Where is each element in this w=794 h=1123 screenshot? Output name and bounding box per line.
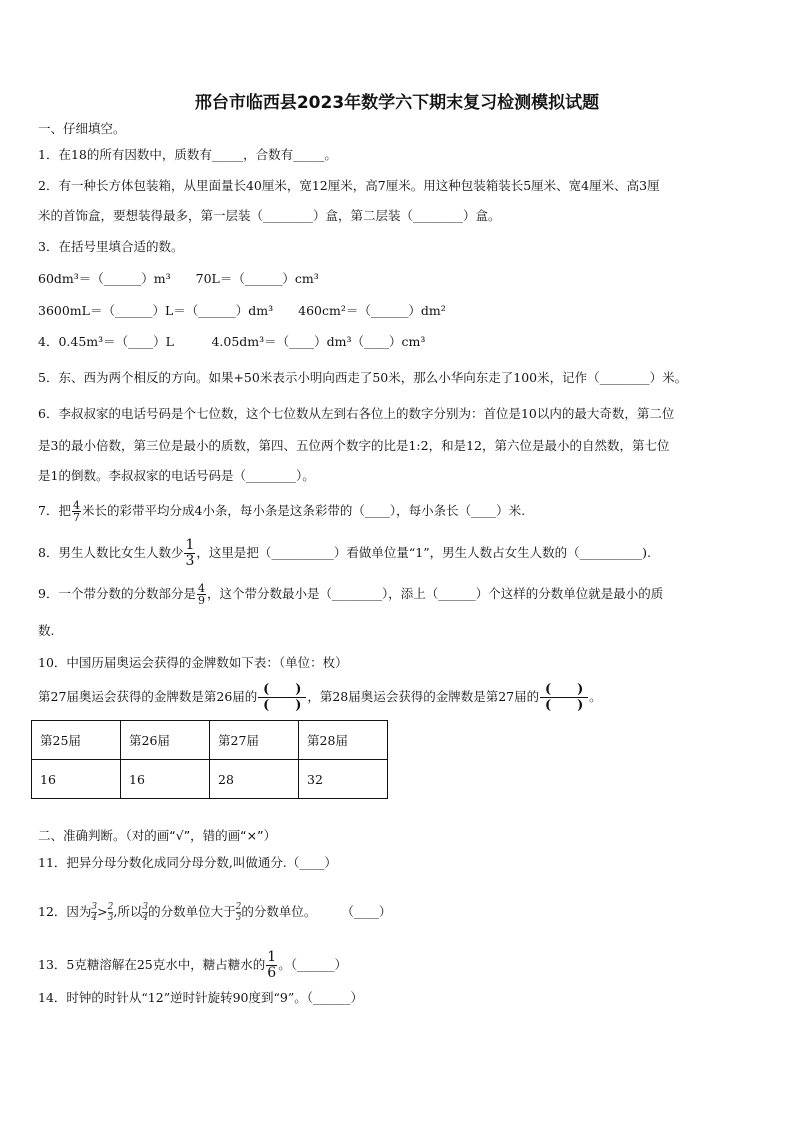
fraction-3-4: $\frac{3}{4}$	[142, 902, 149, 923]
table-header-cell: 第25届	[32, 721, 121, 760]
gold-medal-table	[31, 720, 388, 799]
fraction-1-6: $\frac{1}{6}$	[267, 949, 277, 981]
question-12: 12．因为 $\frac{3}{4}$ > $\frac{2}{3}$ ,所以 $\frac{3}{4}$ 的分数单位大于 $\frac{2}{3}$ 的分数单位。 （____）	[38, 902, 392, 923]
table-header-row	[32, 721, 388, 760]
table-header-cell: 第26届	[121, 721, 210, 760]
table-row	[32, 760, 388, 799]
question-2-line-2: 米的首饰盒，要想装得最多，第一层装（________）盒，第二层装（________）盒。	[38, 208, 501, 223]
fraction-4-9: $\frac{4}{9}$	[197, 582, 205, 607]
question-7: 7．把 $\frac{4}{7}$ 米长的彩带平均分成4小条，每小条是这条彩带的（____），每小条长（____）米.	[38, 499, 526, 524]
table-cell: 28	[210, 760, 299, 799]
fraction-2-3: $\frac{2}{3}$	[107, 902, 114, 923]
question-3-row-2: 3600mL＝（______）L＝（______）dm³ 460cm²＝（______）dm²	[38, 303, 446, 318]
question-3: 3．在括号里填合适的数。	[38, 239, 184, 254]
question-6-line-2: 是3的最小倍数，第三位是最小的质数，第四、五位两个数字的比是1:2，和是12，第六位是最小的自然数，第七位	[38, 438, 670, 453]
fraction-1-3: $\frac{1}{3}$	[185, 537, 195, 569]
question-1: 1．在18的所有因数中，质数有_____，合数有_____。	[38, 147, 337, 162]
blank-fraction-1: $\frac{( )}{( )}$	[258, 682, 306, 713]
fraction-4-7: $\frac{4}{7}$	[72, 499, 80, 524]
table-cell: 32	[299, 760, 388, 799]
question-9-line-2: 数.	[38, 623, 55, 638]
question-6-line-3: 是1的倒数。李叔叔家的电话号码是（________）。	[38, 468, 315, 483]
question-10-fractions: 第27届奥运会获得的金牌数是第26届的 $\frac{( )}{( )}$ ，第28届奥运会获得的金牌数是第27届的 $\frac{( )}{( )}$ 。	[38, 682, 602, 713]
table-cell: 16	[121, 760, 210, 799]
question-10: 10．中国历届奥运会获得的金牌数如下表：（单位：枚）	[38, 655, 348, 670]
question-11: 11．把异分母分数化成同分母分数,叫做通分.（____）	[38, 855, 337, 870]
fraction-3-4: $\frac{3}{4}$	[91, 902, 98, 923]
blank-fraction-2: $\frac{( )}{( )}$	[540, 682, 588, 713]
table-header-cell: 第28届	[299, 721, 388, 760]
question-14: 14．时钟的时针从“12”逆时针旋转90度到“9”。（______）	[38, 990, 363, 1005]
question-2-line-1: 2．有一种长方体包装箱，从里面量长40厘米，宽12厘米，高7厘米。用这种包装箱装长5厘米、宽4厘米、高3厘	[38, 178, 660, 193]
table-header-cell: 第27届	[210, 721, 299, 760]
table-cell: 16	[32, 760, 121, 799]
question-4: 4．0.45m³＝（____）L 4.05dm³＝（____）dm³（____）cm³	[38, 334, 426, 349]
question-9-line-1: 9．一个带分数的分数部分是 $\frac{4}{9}$ ，这个带分数最小是（________），添上（______）个这样的分数单位就是最小的质	[38, 582, 664, 607]
question-13: 13．5克糖溶解在25克水中，糖占糖水的 $\frac{1}{6}$ 。（______）	[38, 949, 347, 981]
question-3-row-1: 60dm³＝（______）m³ 70L＝（______）cm³	[38, 271, 319, 286]
page-title: 邢台市临西县2023年数学六下期末复习检测模拟试题	[194, 93, 600, 113]
question-5: 5．东、西为两个相反的方向。如果+50米表示小明向西走了50米，那么小华向东走了100米，记作（________）米。	[38, 370, 688, 385]
question-8: 8．男生人数比女生人数少 $\frac{1}{3}$ ，这里是把（__________）看做单位量“1”，男生人数占女生人数的（__________).	[38, 537, 651, 569]
question-6-line-1: 6．李叔叔家的电话号码是个七位数，这个七位数从左到右各位上的数字分别为：首位是10以内的最大奇数，第二位	[38, 406, 675, 421]
section-1-heading: 一、仔细填空。	[38, 121, 126, 136]
section-2-heading: 二、准确判断。（对的画“√”，错的画“×”）	[38, 828, 277, 843]
fraction-2-3: $\frac{2}{3}$	[235, 902, 242, 923]
